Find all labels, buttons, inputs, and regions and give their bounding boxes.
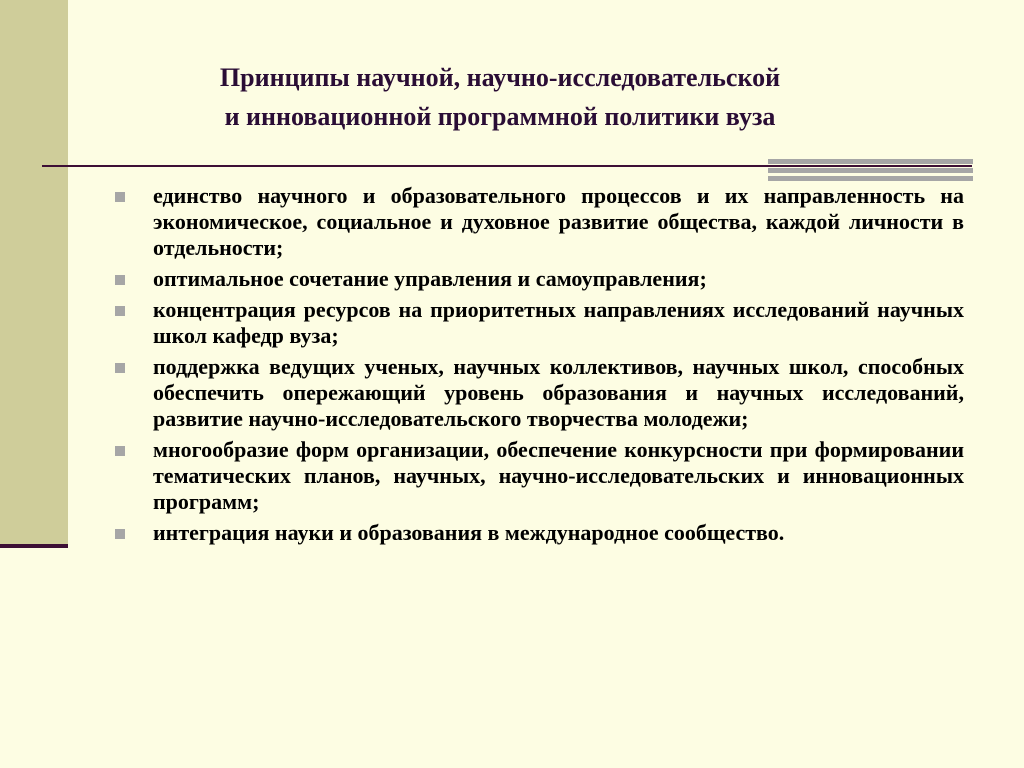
title-divider <box>42 165 972 167</box>
bullet-item <box>112 437 964 515</box>
bullet-text: интеграция науки и образования в международное сообщество. <box>153 520 785 545</box>
title-line-2: и инновационной программной политики вуза <box>224 102 776 131</box>
side-band-rule <box>0 544 68 548</box>
bullet-text: оптимальное сочетание управления и самоуправления; <box>153 266 707 291</box>
accent-bar <box>768 168 973 173</box>
title-line-1: Принципы научной, научно-исследовательской <box>219 63 781 92</box>
square-bullet-icon <box>115 275 125 285</box>
square-bullet-icon <box>115 306 125 316</box>
bullet-text: единство научного и образовательного процессов и их направленность на экономическое, социальное и духовное развитие общества, каждой личности в отдельности; <box>153 183 964 260</box>
square-bullet-icon <box>115 363 125 373</box>
slide-title <box>80 58 920 136</box>
square-bullet-icon <box>115 446 125 456</box>
side-band <box>0 0 68 548</box>
accent-bar <box>768 176 973 181</box>
bullet-text: концентрация ресурсов на приоритетных направлениях исследований научных школ кафедр вуза; <box>153 297 964 348</box>
bullet-item <box>112 354 964 432</box>
bullet-item <box>112 297 964 349</box>
bullet-item <box>112 183 964 261</box>
bullet-item <box>112 520 964 546</box>
square-bullet-icon <box>115 192 125 202</box>
bullet-text: поддержка ведущих ученых, научных коллективов, научных школ, способных обеспечить опережающий уровень образования и научных исследований, развитие научно-исследовательского творчества молодежи; <box>153 354 964 431</box>
bullet-text: многообразие форм организации, обеспечение конкурсности при формировании тематических планов, научных, научно-исследовательских и инновационных программ; <box>153 437 964 514</box>
bullet-list <box>112 183 964 551</box>
bullet-item <box>112 266 964 292</box>
square-bullet-icon <box>115 529 125 539</box>
accent-bar <box>768 159 973 164</box>
